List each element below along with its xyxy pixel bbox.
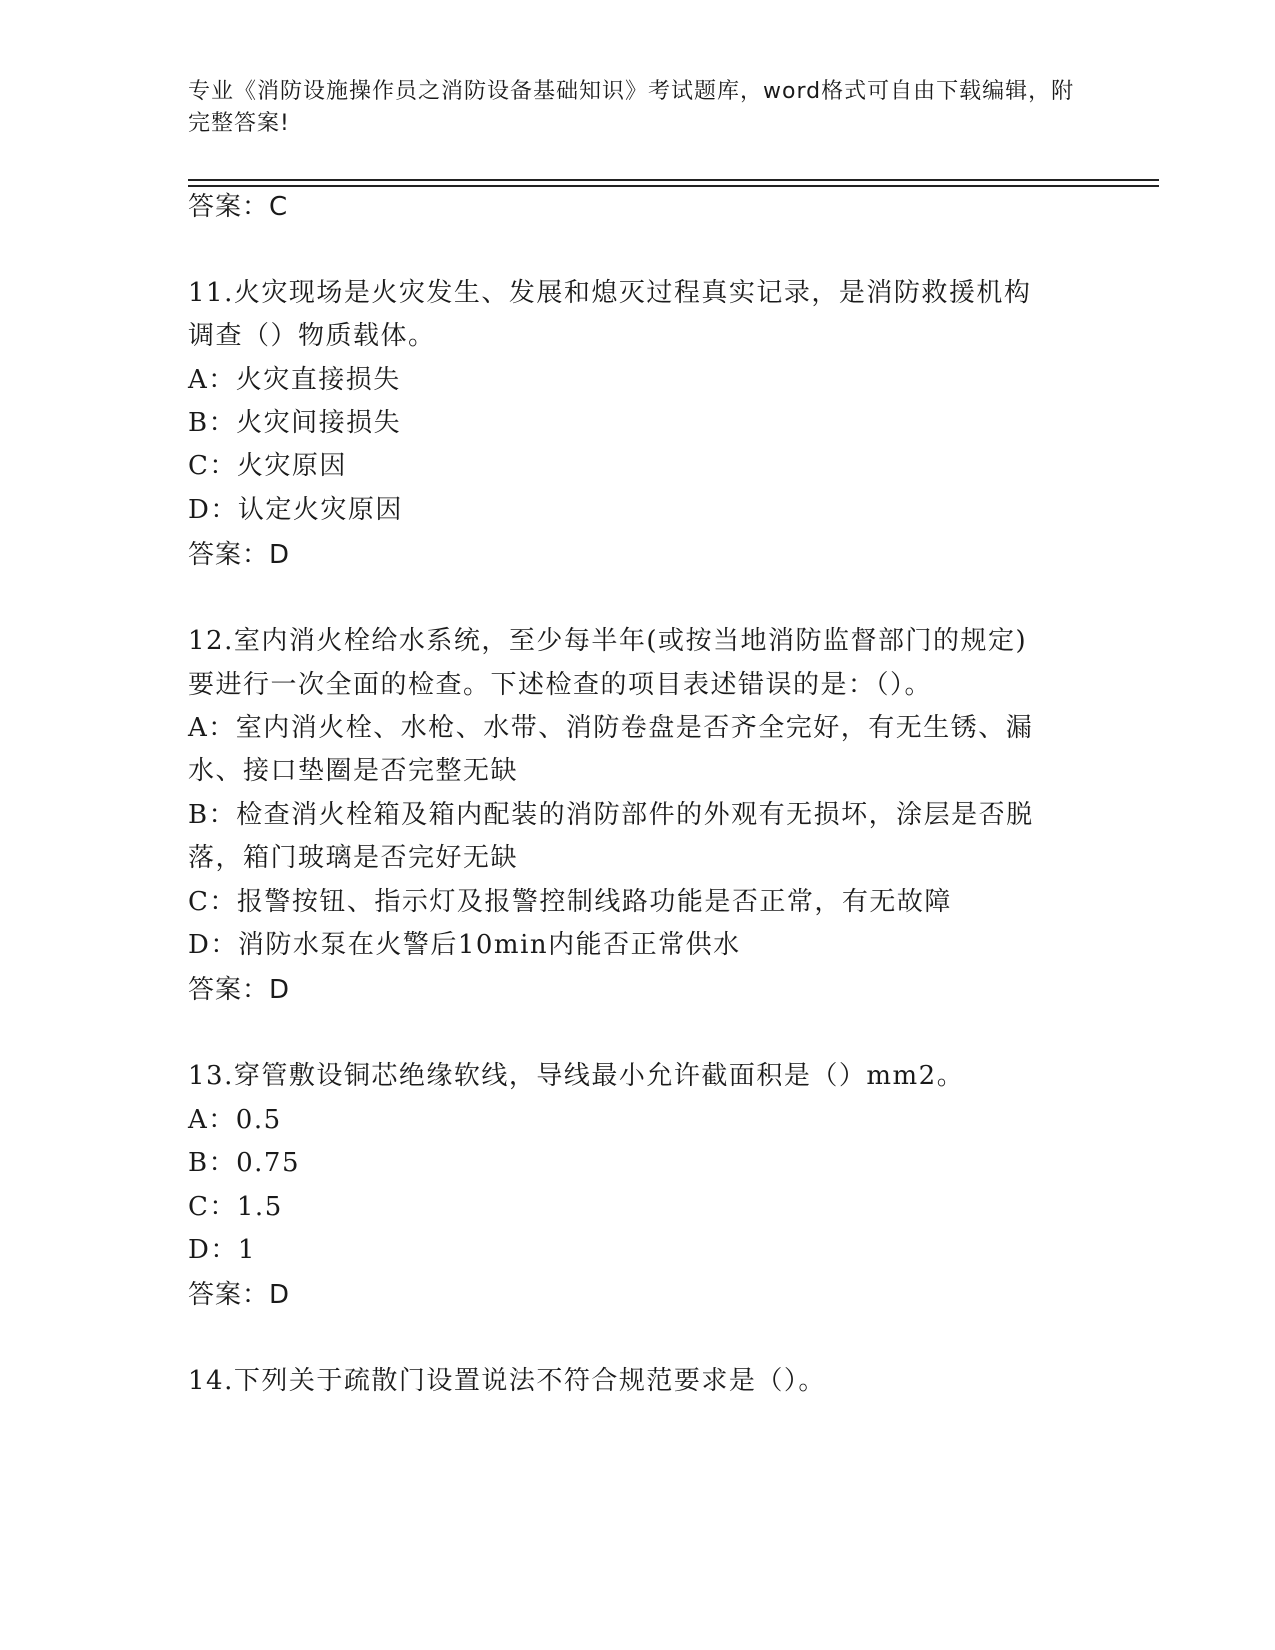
answer-q13: 答案：D [188,1280,291,1310]
q12-option-d: D：消防水泵在火警后10min内能否正常供水 [188,930,741,960]
q12-option-b-line1: B：检查消火栓箱及箱内配装的消防部件的外观有无损坏，涂层是否脱 [188,800,1034,830]
q12-stem-line2: 要进行一次全面的检查。下述检查的项目表述错误的是：（）。 [188,670,933,700]
document-header: 专业《消防设施操作员之消防设备基础知识》考试题库，word格式可自由下载编辑，附完整答案! [188,79,1075,136]
q13-option-c: C：1.5 [188,1192,283,1222]
q12-option-b-line2: 落，箱门玻璃是否完好无缺 [188,843,519,873]
answer-q10: 答案：C [188,192,289,222]
header-divider-top [188,179,1159,181]
q13-option-b: B：0.75 [188,1148,300,1178]
header-divider-bottom [188,185,1159,187]
q11-option-b: B：火灾间接损失 [188,408,402,438]
answer-q12: 答案：D [188,975,291,1005]
q14-stem: 14.下列关于疏散门设置说法不符合规范要求是（）。 [188,1366,826,1396]
q13-stem: 13.穿管敷设铜芯绝缘软线，导线最小允许截面积是（）mm2。 [188,1061,965,1091]
q12-option-c: C：报警按钮、指示灯及报警控制线路功能是否正常，有无故障 [188,887,952,917]
q11-option-c: C：火灾原因 [188,451,347,481]
q12-option-a-line1: A：室内消火栓、水枪、水带、消防卷盘是否齐全完好，有无生锈、漏 [188,713,1034,743]
q11-option-a: A：火灾直接损失 [188,365,401,395]
q13-option-d: D：1 [188,1235,256,1265]
q11-option-d: D：认定火灾原因 [188,495,403,525]
q12-stem-line1: 12.室内消火栓给水系统，至少每半年(或按当地消防监督部门的规定) [188,626,1028,656]
answer-q11: 答案：D [188,540,291,570]
q11-stem-line2: 调查（）物质载体。 [188,321,436,351]
q12-option-a-line2: 水、接口垫圈是否完整无缺 [188,756,519,786]
q11-stem-line1: 11.火灾现场是火灾发生、发展和熄灭过程真实记录，是消防救援机构 [188,278,1032,308]
q13-option-a: A：0.5 [188,1105,282,1135]
